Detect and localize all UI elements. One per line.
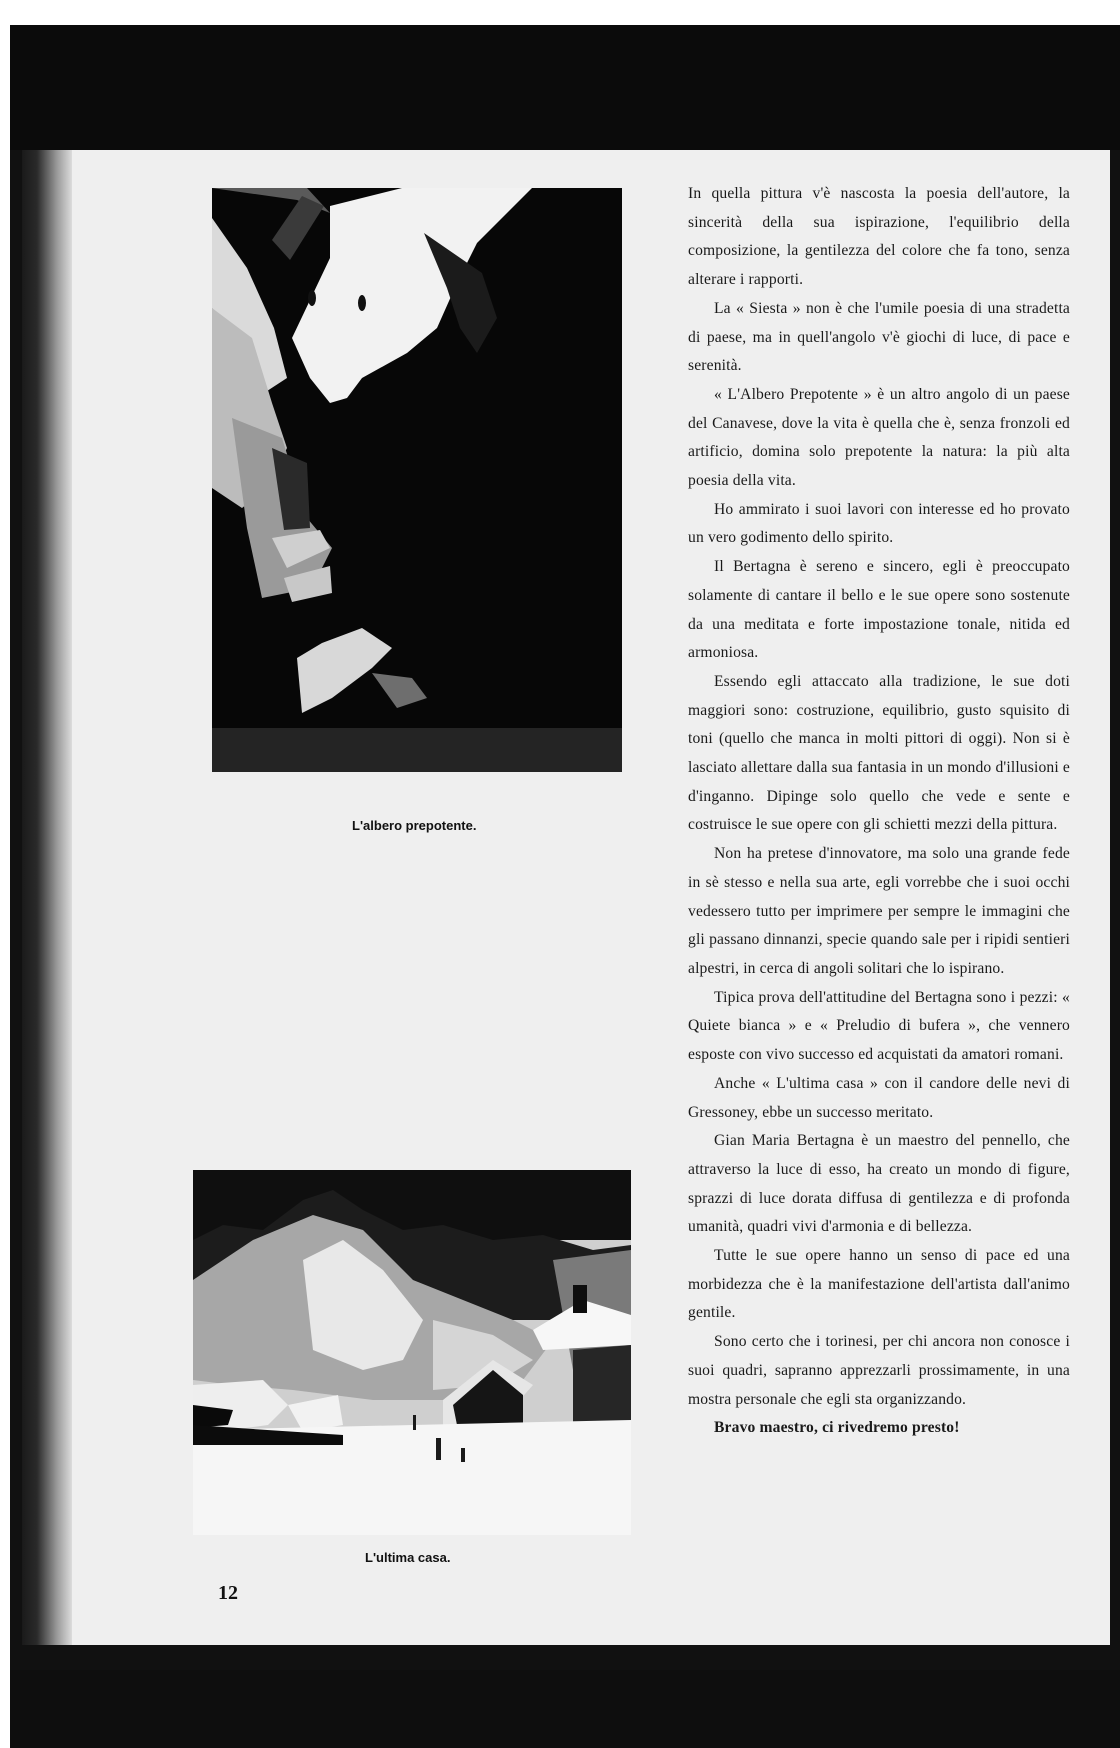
article-paragraph: In quella pittura v'è nascosta la poesia dell'autore, la sincerità della sua ispirazione, l'equilibrio della composizione, la gentilezza del colore che fa tono, senza alterare i rapporti. [688, 185, 1070, 289]
article-paragraph: Anche « L'ultima casa » con il candore delle nevi di Gressoney, ebbe un successo meritato. [688, 1074, 1070, 1121]
photo-ultima-casa-image [193, 1170, 631, 1535]
photo-caption: L'albero prepotente. [352, 818, 477, 833]
page-number: 12 [218, 1582, 238, 1604]
photo-caption: L'ultima casa. [365, 1550, 451, 1565]
book-spine-shadow [22, 150, 72, 1645]
photo-albero-prepotente [212, 188, 622, 772]
article-paragraph: Tipica prova dell'attitudine del Bertagna sono i pezzi: « Quiete bianca » e « Preludio di bufera », che vennero esposte con vivo successo ed acquistati da amatori romani. [688, 988, 1070, 1064]
article-paragraph: Non ha pretese d'innovatore, ma solo una grande fede in sè stesso e nella sua arte, egli vorrebbe che i suoi occhi vedessero tutto per imprimere per sempre le immagini che gli passano dinnanzi, specie quando sale per i ripidi sentieri alpestri, in cerca di angoli solitari che lo ispirano. [688, 845, 1070, 977]
article-paragraph: Sono certo che i torinesi, per chi ancora non conosce i suoi quadri, sapranno apprezzarli prossimamente, in una mostra personale che egli sta organizzando. [688, 1333, 1070, 1408]
article-text-column [688, 180, 1070, 1443]
top-dark-band [10, 25, 1120, 150]
bottom-dark-band [10, 1670, 1120, 1748]
article-paragraph: Il Bertagna è sereno e sincero, egli è preoccupato solamente di cantare il bello e le sue opere sono sostenute da una meditata e forte impostazione tonale, nitida ed armoniosa. [688, 558, 1070, 662]
article-paragraph: Gian Maria Bertagna è un maestro del pennello, che attraverso la luce di esso, ha creato un mondo di figure, sprazzi di luce dorata diffusa di gentilezza e di profonda umanità, quadri vivi d'armonia e di bellezza. [688, 1132, 1070, 1236]
article-paragraph: Essendo egli attaccato alla tradizione, le sue doti maggiori sono: costruzione, equilibrio, gusto squisito di toni (quello che manca in molti pittori di oggi). Non si è lasciato allettare dalla sua fantasia in un mondo d'illusioni e d'inganno. Dipinge solo quello che vede e sente e costruisce le sue opere con gli schietti mezzi della pittura. [688, 672, 1070, 834]
article-paragraph: « L'Albero Prepotente » è un altro angolo di un paese del Canavese, dove la vita è quella che è, senza fronzoli ed artificio, domina solo prepotente la natura: la più alta poesia della vita. [688, 385, 1070, 490]
photo-albero-prepotente-image [212, 188, 622, 772]
photo-ultima-casa [193, 1170, 631, 1535]
article-paragraph: Ho ammirato i suoi lavori con interesse ed ho provato un vero godimento dello spirito. [688, 500, 1070, 547]
article-paragraph: Tutte le sue opere hanno un senso di pace ed una morbidezza che è la manifestazione dell'artista dall'animo gentile. [688, 1247, 1070, 1322]
closing-line: Bravo maestro, ci rivedremo presto! [714, 1419, 960, 1437]
article-paragraph: La « Siesta » non è che l'umile poesia di una stradetta di paese, ma in quell'angolo v'è giochi di luce, di pace e serenità. [688, 299, 1070, 375]
